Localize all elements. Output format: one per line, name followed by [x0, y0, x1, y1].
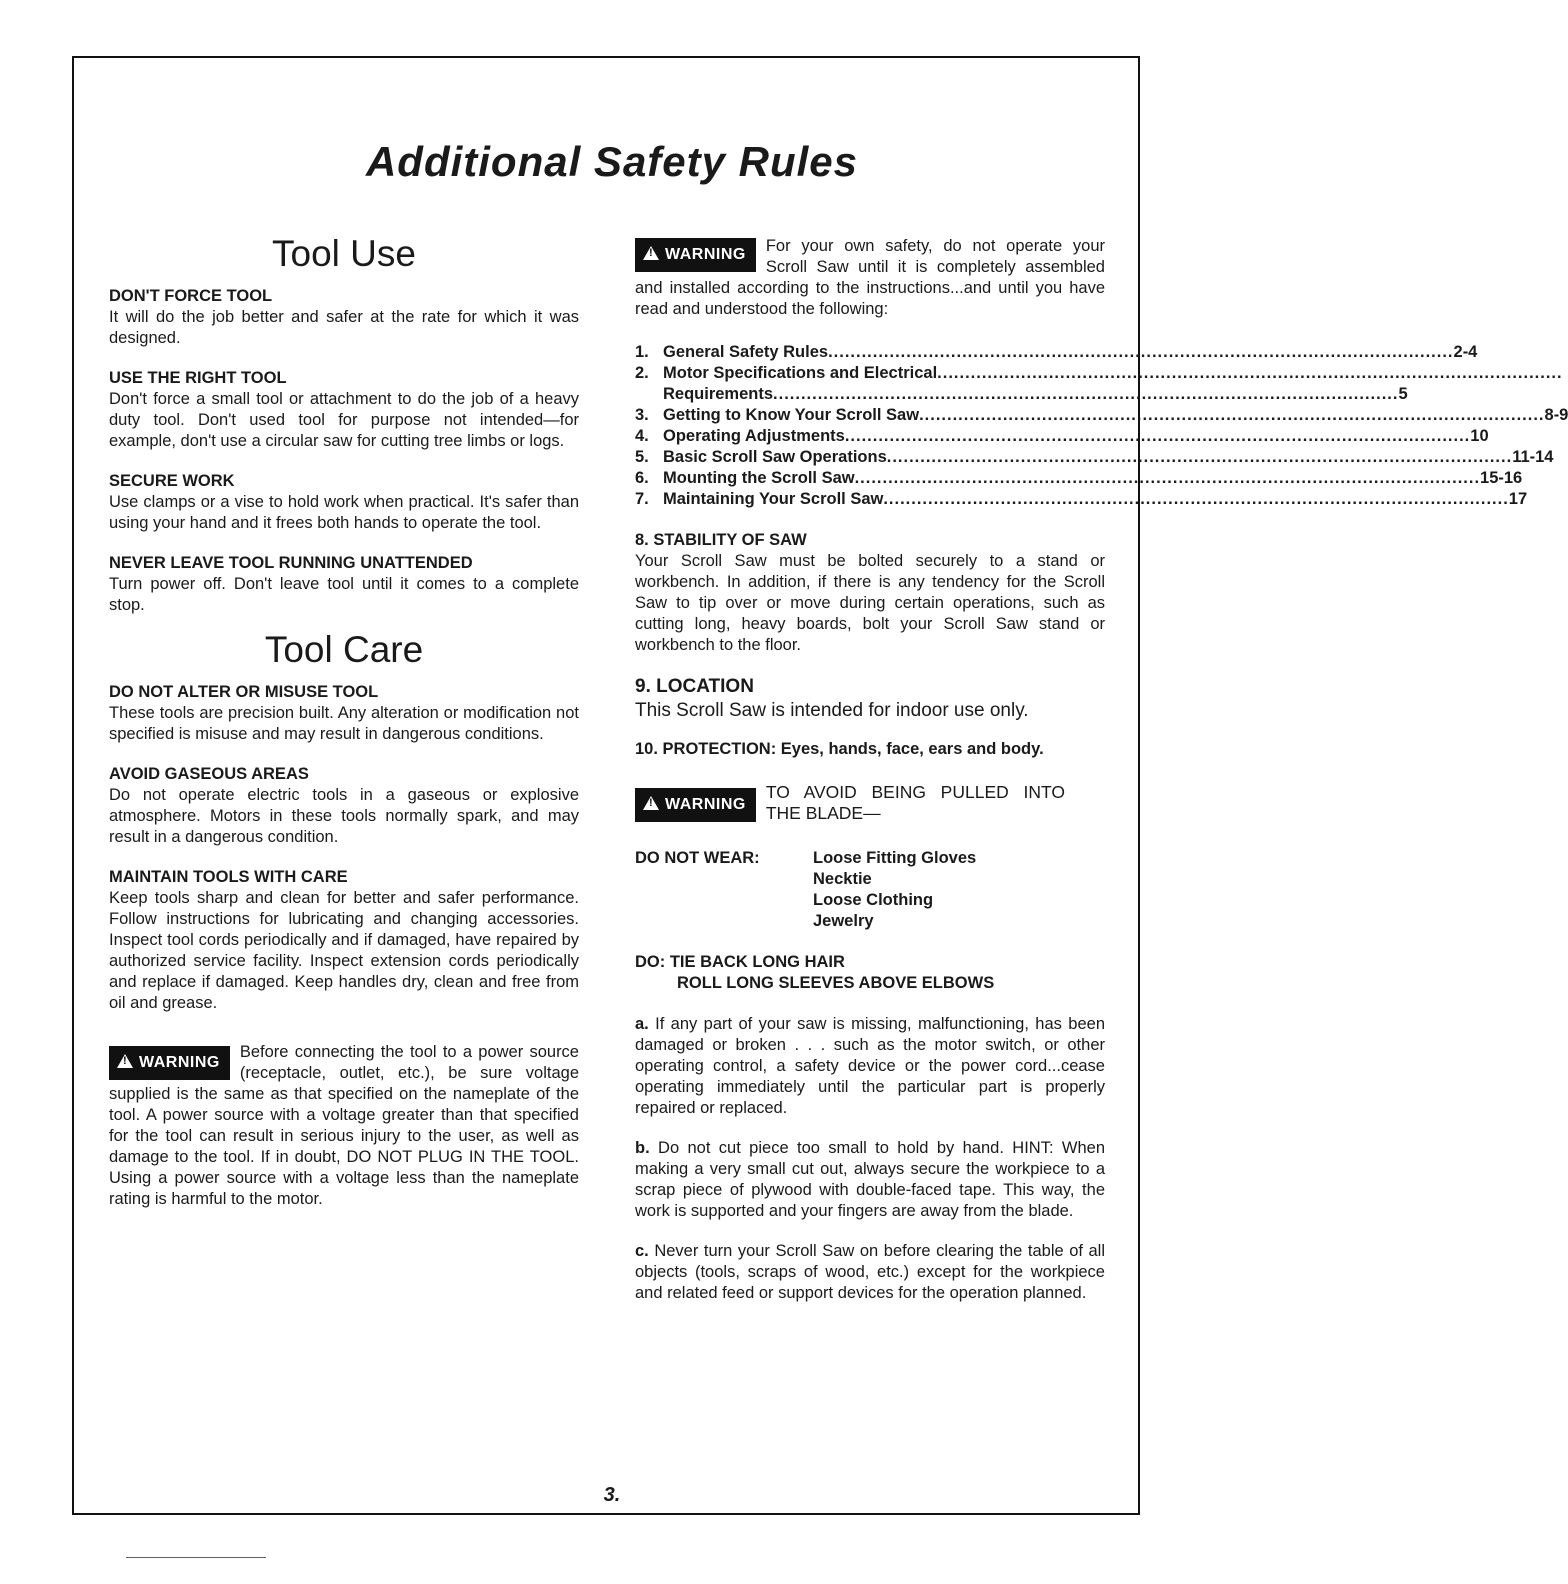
location-section — [635, 675, 1105, 723]
do-section — [635, 952, 1105, 994]
stability-text: Your Scroll Saw must be bolted securely to a stand or workbench. In addition, if there is any tendency for the Scroll Saw to tip over or move during certain operations, such as cutting long, heavy boards, bolt your Scroll Saw stand or workbench to the floor. — [635, 552, 1105, 654]
toc-item: 1. General Safety Rules ..... 2-4 — [635, 342, 1105, 363]
warning-badge — [635, 238, 756, 272]
warning-text: TO AVOID BEING PULLED INTO THE BLADE— — [765, 782, 1065, 823]
lettered-paragraph: b. Do not cut piece too small to hold by hand. HINT: When making a very small cut out, always secure the workpiece to a scrap piece of plywood with double-faced tape. This way, the work is supported and your fingers are away from the blade. — [635, 1139, 1105, 1220]
toc-item: 3. Getting to Know Your Scroll Saw ..... 8-9 — [635, 405, 1105, 426]
list-item: Loose Clothing — [813, 891, 934, 909]
warning-label: WARNING — [665, 796, 746, 813]
warning-block — [109, 1042, 579, 1210]
tool-use-heading: Tool Use — [272, 233, 416, 274]
right-column — [635, 236, 1568, 1323]
tool-care-heading: Tool Care — [264, 629, 424, 670]
toc-item: 5. Basic Scroll Saw Operations ..... 11-14 — [635, 447, 1105, 468]
lettered-paragraphs — [635, 1014, 1105, 1304]
toc-item: 7. Maintaining Your Scroll Saw ..... 17 — [635, 489, 1105, 510]
rule-title: DO NOT ALTER OR MISUSE TOOL — [109, 683, 379, 701]
warning-triangle-icon: ! — [117, 1054, 133, 1068]
rule-item — [109, 867, 579, 1014]
rule-text: It will do the job better and safer at the rate for which it was designed. — [109, 308, 579, 347]
rule-item — [109, 471, 579, 534]
rule-item — [109, 286, 579, 349]
do-line: ROLL LONG SLEEVES ABOVE ELBOWS — [677, 974, 995, 992]
list-item: Jewelry — [813, 912, 874, 930]
rule-title: DON'T FORCE TOOL — [109, 287, 273, 305]
rule-text: Turn power off. Don't leave tool until it comes to a complete stop. — [109, 575, 579, 614]
rule-item — [109, 368, 579, 452]
warning-label: WARNING — [665, 246, 746, 263]
rule-text: These tools are precision built. Any alteration or modification not specified is misuse and may result in dangerous conditions. — [109, 704, 579, 743]
warning-text: For your own safety, do not operate your Scroll Saw until it is completely assembled and installed according to the instructions...and until you have read and understood the following: — [635, 237, 1105, 318]
lettered-paragraph: c. Never turn your Scroll Saw on before clearing the table of all objects (tools, scraps of wood, etc.) except for the workpiece and related feed or support devices for the operation planned. — [635, 1242, 1105, 1302]
rule-title: MAINTAIN TOOLS WITH CARE — [109, 868, 348, 886]
rule-title: NEVER LEAVE TOOL RUNNING UNATTENDED — [109, 554, 473, 572]
warning-text: Before connecting the tool to a power source (receptacle, outlet, etc.), be sure voltage supplied is the same as that specified on the nameplate of the tool. A power source with a voltage greater than that specified for the tool can result in serious injury to the user, as well as damage to the tool. If in doubt, DO NOT PLUG IN THE TOOL. Using a power source with a voltage less than the nameplate rating is harmful to the motor. — [109, 1043, 579, 1208]
rule-text: Use clamps or a vise to hold work when practical. It's safer than using your hand and it frees both hands to operate the tool. — [109, 493, 579, 532]
do-not-wear — [635, 848, 1105, 932]
rule-item — [109, 764, 579, 848]
divider — [126, 1557, 266, 1558]
do-not-wear-label: DO NOT WEAR: — [635, 849, 760, 867]
warning-block — [635, 782, 1105, 824]
page-number: 3. — [603, 1484, 621, 1506]
location-title: 9. LOCATION — [635, 676, 754, 697]
lettered-paragraph: a. If any part of your saw is missing, malfunctioning, has been damaged or broken . . . such as the motor switch, or other operating control, a safety device or the power cord...cease operating immediately until the particular part is properly repaired or replaced. — [635, 1015, 1105, 1117]
toc-item-continued: Requirements ..... 5 — [635, 384, 1105, 405]
warning-triangle-icon: ! — [643, 796, 659, 810]
protection-line: 10. PROTECTION: Eyes, hands, face, ears and body. — [635, 740, 1044, 758]
page-title: Additional Safety Rules — [365, 138, 859, 185]
rule-item — [109, 682, 579, 745]
stability-title: 8. STABILITY OF SAW — [635, 531, 807, 549]
toc-item: 2. Motor Specifications and Electrical ..... — [635, 363, 1105, 384]
left-column — [109, 230, 579, 1229]
warning-label: WARNING — [139, 1054, 220, 1071]
rule-title: AVOID GASEOUS AREAS — [109, 765, 309, 783]
toc-list — [635, 342, 1568, 510]
toc-item: 4. Operating Adjustments ..... 10 — [635, 426, 1105, 447]
rule-title: USE THE RIGHT TOOL — [109, 369, 287, 387]
rule-title: SECURE WORK — [109, 472, 235, 490]
warning-badge — [109, 1046, 230, 1080]
rule-text: Keep tools sharp and clean for better and safer performance. Follow instructions for lubricating and changing accessories. Inspect tool cords periodically and if damaged, have repaired by authorized service facility. Inspect extension cords periodically and replace if damaged. Keep handles dry, clean and free from oil and grease. — [109, 889, 579, 1012]
rule-item — [109, 553, 579, 616]
do-not-wear-list — [813, 848, 976, 932]
rule-text: Do not operate electric tools in a gaseous or explosive atmosphere. Motors in these tools normally spark, and may result in a dangerous condition. — [109, 786, 579, 846]
warning-block — [635, 236, 1105, 320]
location-text: This Scroll Saw is intended for indoor use only. — [635, 700, 1029, 721]
warning-badge — [635, 788, 756, 822]
do-line: DO: TIE BACK LONG HAIR — [635, 953, 845, 971]
stability-section — [635, 530, 1105, 656]
list-item: Necktie — [813, 870, 872, 888]
warning-triangle-icon: ! — [643, 246, 659, 260]
rule-text: Don't force a small tool or attachment to do the job of a heavy duty tool. Don't used tool for purpose not intended—for example, don't use a circular saw for cutting tree limbs or logs. — [109, 390, 579, 450]
list-item: Loose Fitting Gloves — [813, 849, 977, 867]
toc-item: 6. Mounting the Scroll Saw ..... 15-16 — [635, 468, 1105, 489]
